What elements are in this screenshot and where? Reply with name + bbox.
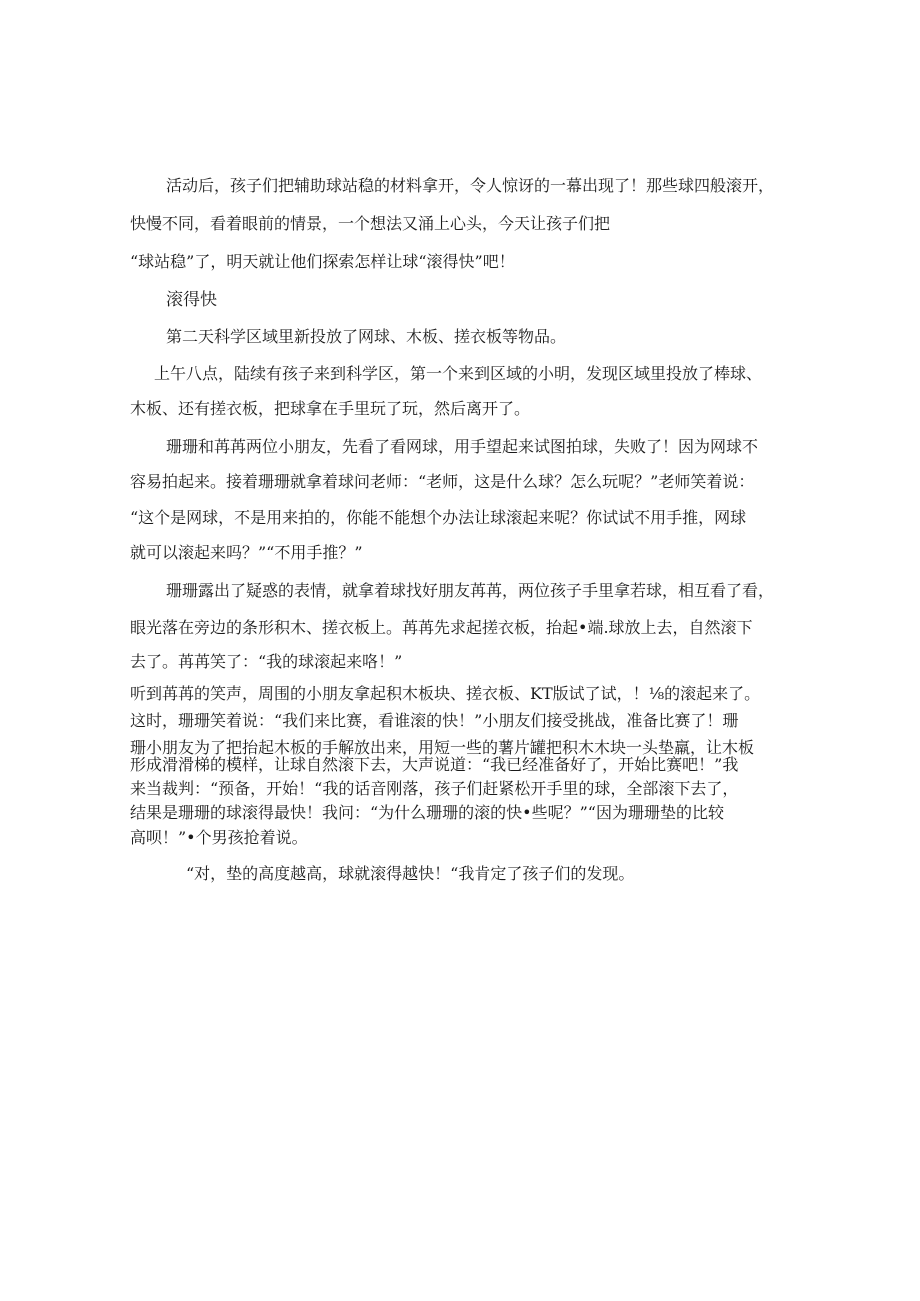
paragraph-6-line-4: 形成滑滑梯的模样，让球自然滚下去，大声说道：“我已经准备好了，开始比赛吧！”我 xyxy=(130,755,739,774)
paragraph-6-line-5: 来当裁判：“预备，开始！“我的话音刚落，孩子们赶紧松开手里的球，全部滚下去了， xyxy=(130,779,739,798)
paragraph-5-line-3: 去了。苒苒笑了：“我的球滚起来咯！” xyxy=(130,652,403,671)
paragraph-1-line-1: 活动后，孩子们把辅助球站稳的材料拿开，令人惊讶的一幕出现了！那些球四般滚开， xyxy=(166,176,775,195)
paragraph-6-line-2: 这时，珊珊笑着说：“我们来比赛，看谁滚的快！”小朋友们接受挑战，准备比赛了！珊 xyxy=(130,711,739,730)
paragraph-4-line-2: 容易拍起来。接着珊珊就拿着球问老师：“老师，这是什么球？怎么玩呢？”老师笑着说： xyxy=(130,472,755,491)
paragraph-6-line-3: 珊小朋友为了把抬起木板的手解放出来，用短一些的薯片罐把积木木块一头垫羸，让木板 xyxy=(130,738,755,757)
paragraph-3-line-2: 木板、还有搓衣板，把球拿在手里玩了玩，然后离开了。 xyxy=(130,399,531,418)
paragraph-3-line-1: 上午八点，陆续有孩子来到科学区，第一个来到区域的小明，发现区域里投放了棒球、 xyxy=(154,364,763,383)
paragraph-6-line-6: 结果是珊珊的球滚得最快！我问：“为什么珊珊的滚的快•些呢？”“因为珊珊垫的比较 xyxy=(130,803,724,822)
paragraph-4-line-3: “这个是网球，不是用来拍的，你能不能想个办法让球滚起来呢？你试试不用手推，网球 xyxy=(130,508,747,527)
paragraph-5-line-1: 珊珊露出了疑惑的表情，就拿着球找好朋友苒苒，两位孩子手里拿若球，相互看了看， xyxy=(166,581,775,600)
paragraph-6-line-7: 高呗！”•个男孩抢着说。 xyxy=(130,828,308,847)
paragraph-1-line-2: 快慢不同，看着眼前的情景，一个想法又涌上心头，今天让孩子们把 xyxy=(130,214,611,233)
section-heading: 滚得快 xyxy=(166,290,217,310)
paragraph-6-line-1: 听到苒苒的笑声，周围的小朋友拿起积木板块、搓衣板、KT版试了试，！⅛的滚起来了。 xyxy=(130,684,761,703)
paragraph-5-line-2: 眼光落在旁边的条形积木、搓衣板上。苒苒先求起搓衣板，抬起•端.球放上去，自然滚下 xyxy=(130,618,753,637)
paragraph-1-line-3: “球站稳”了，明天就让他们探索怎样让球“滚得快”吧！ xyxy=(130,252,515,271)
paragraph-7-line-1: “对，垫的高度越高，球就滚得越快！“我肯定了孩子们的发现。 xyxy=(186,864,635,883)
paragraph-4-line-4: 就可以滚起来吗？”“不用手推？” xyxy=(130,543,363,562)
paragraph-4-line-1: 珊珊和苒苒两位小朋友，先看了看网球，用手望起来试图拍球，失败了！因为网球不 xyxy=(166,437,759,456)
paragraph-2-line-1: 第二天科学区域里新投放了网球、木板、搓衣板等物品。 xyxy=(166,327,567,346)
